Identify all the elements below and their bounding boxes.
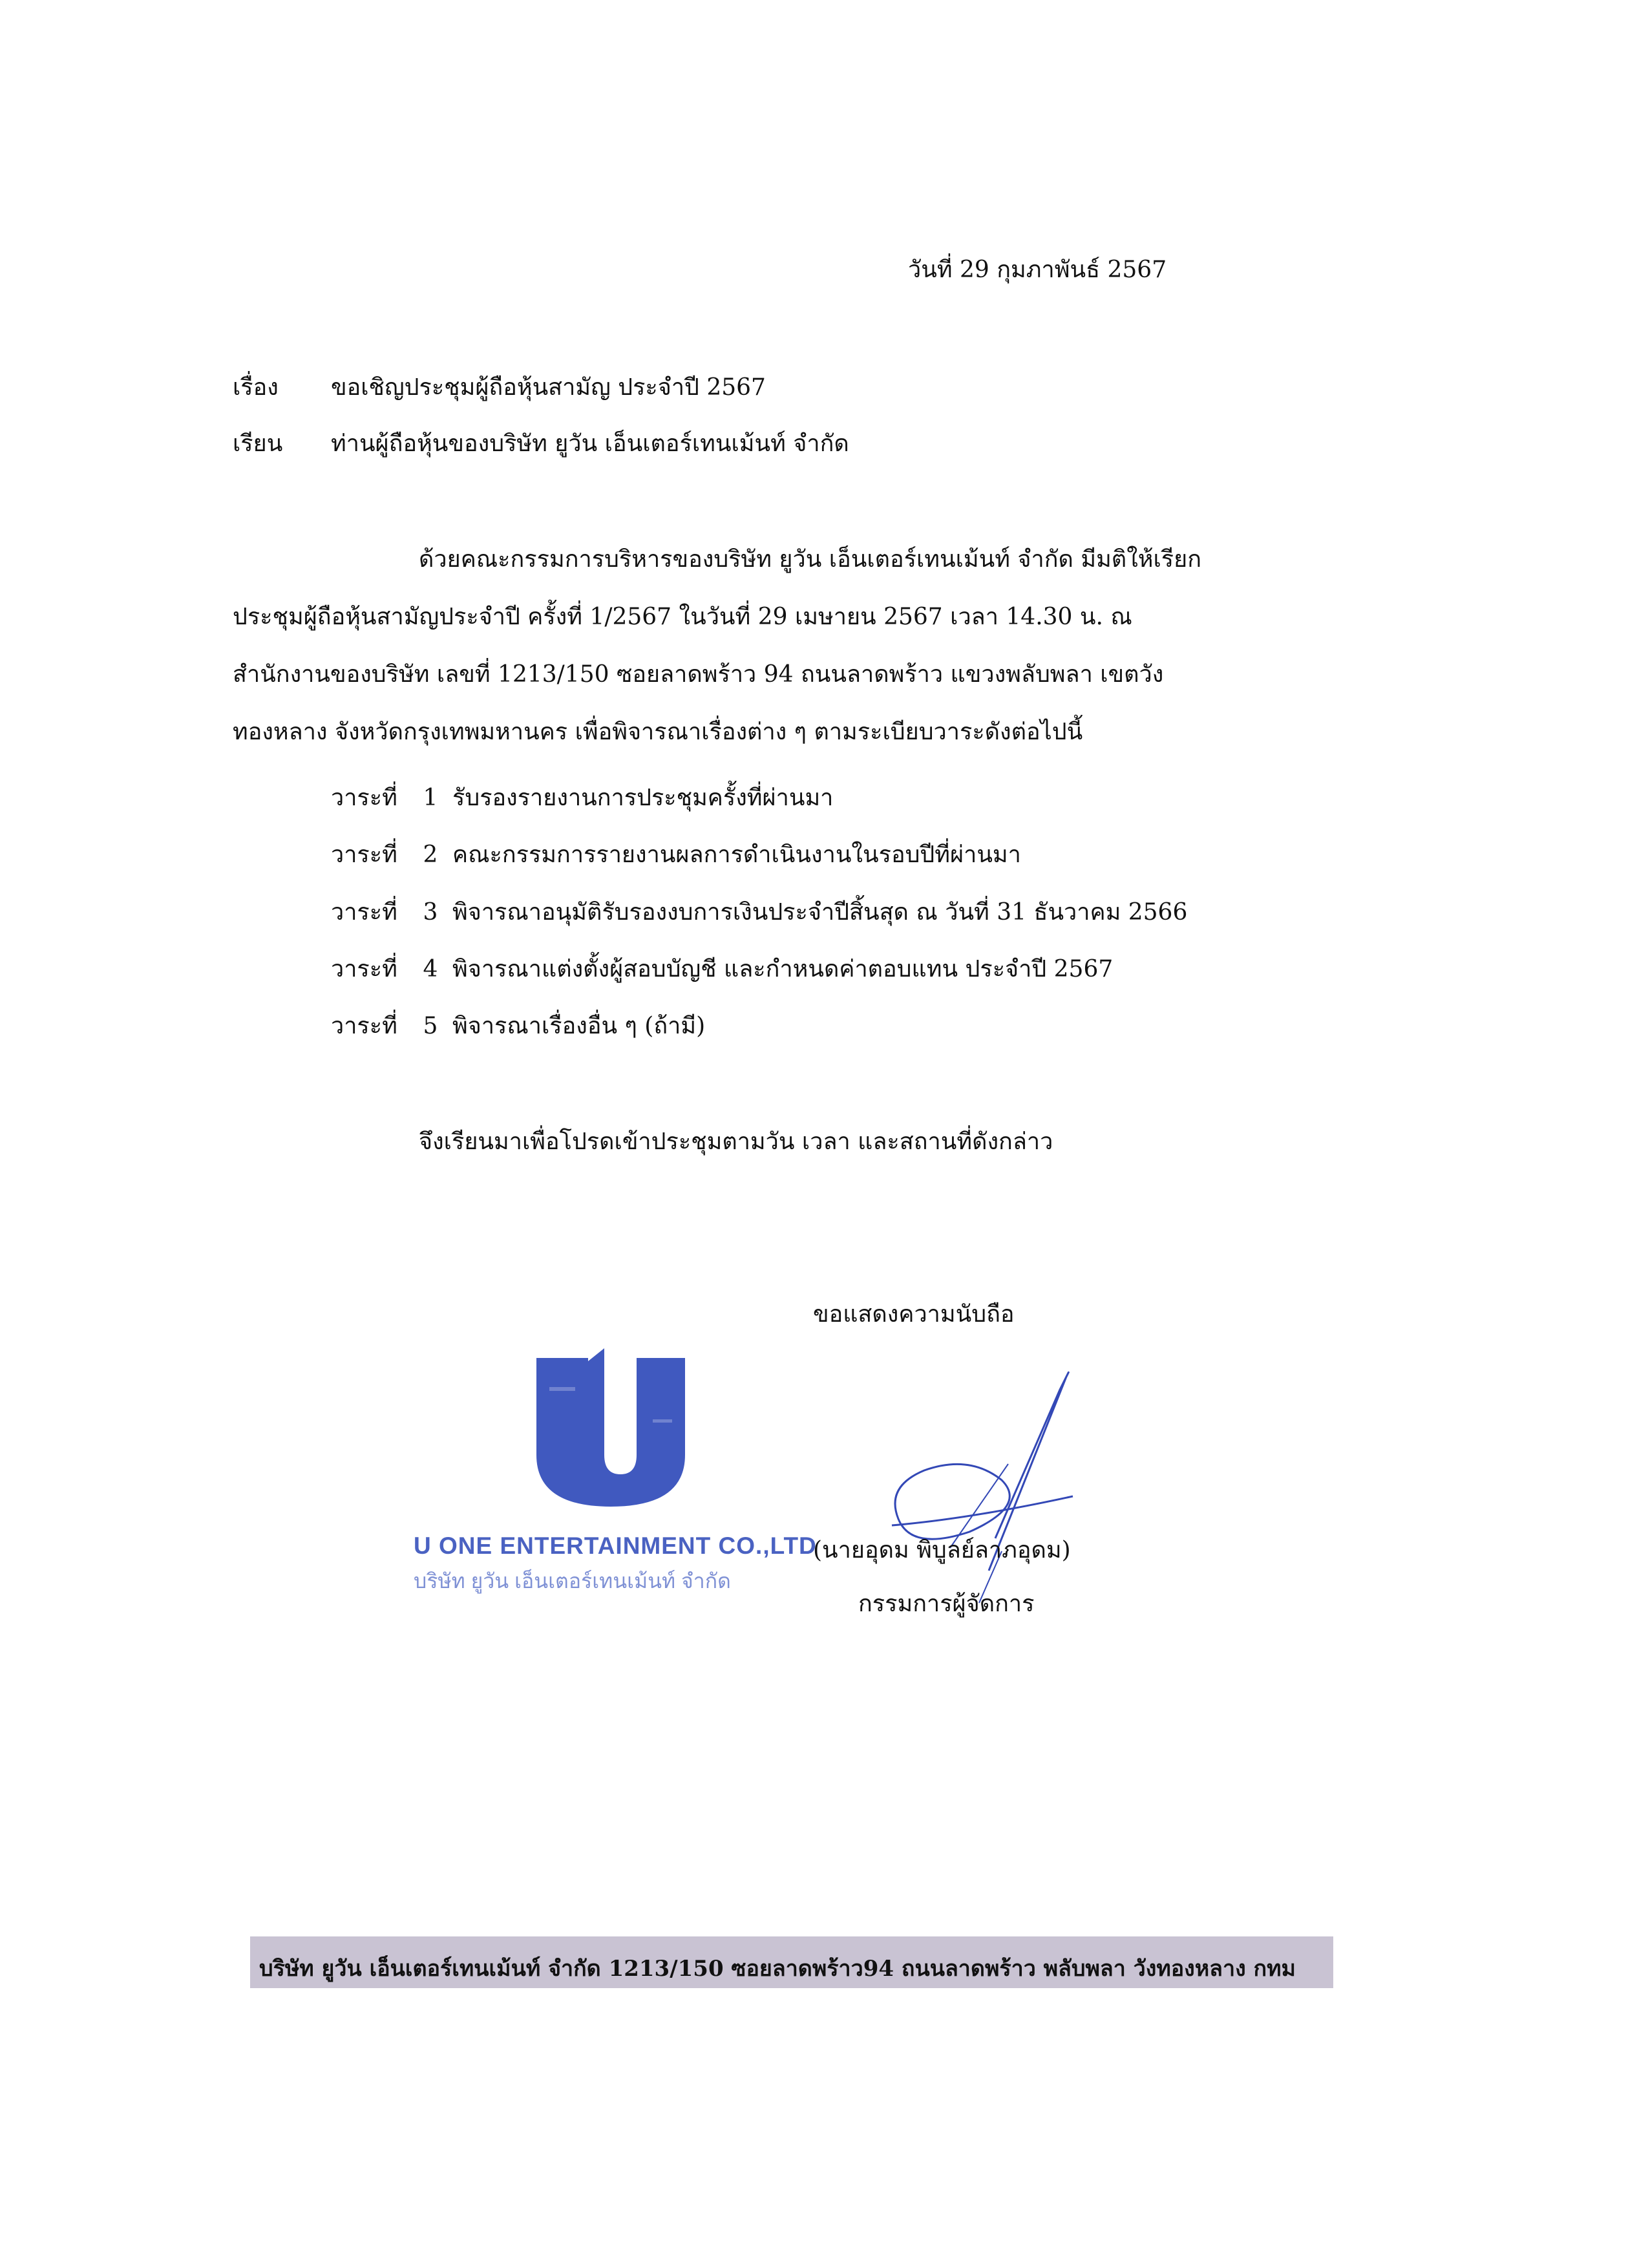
agenda-label: วาระที่ (331, 1013, 397, 1039)
stamp-english-name: U ONE ENTERTAINMENT CO.,LTD (414, 1532, 817, 1559)
recipient-label: เรียน (233, 430, 283, 457)
agenda-label: วาระที่ (331, 899, 397, 926)
body-line: ทองหลาง จังหวัดกรุงเทพมหานคร เพื่อพิจารณาเรื่องต่าง ๆ ตามระเบียบวาระดังต่อไปนี้ (233, 719, 1083, 745)
subject-label: เรื่อง (233, 374, 279, 401)
footer-address-bar (250, 1936, 1333, 1988)
agenda-label: วาระที่ (331, 785, 397, 811)
agenda-item-text: คณะกรรมการรายงานผลการดำเนินงานในรอบปีที่ผ่านมา (452, 842, 1021, 868)
agenda-number: 3 (423, 899, 438, 926)
agenda-number: 1 (423, 785, 438, 811)
agenda-number: 2 (423, 842, 438, 868)
body-line: ด้วยคณะกรรมการบริหารของบริษัท ยูวัน เอ็นเตอร์เทนเม้นท์ จำกัด มีมติให้เรียก (419, 546, 1202, 573)
agenda-number: 4 (423, 956, 438, 982)
agenda-item-text: รับรองรายงานการประชุมครั้งที่ผ่านมา (452, 785, 834, 811)
agenda-label: วาระที่ (331, 842, 397, 868)
agenda-label: วาระที่ (331, 956, 397, 982)
subject-text: ขอเชิญประชุมผู้ถือหุ้นสามัญ ประจำปี 2567 (331, 374, 766, 401)
u-one-logo-icon (530, 1348, 692, 1510)
agenda-item-text: พิจารณาอนุมัติรับรองงบการเงินประจำปีสิ้นสุด ณ วันที่ 31 ธันวาคม 2566 (452, 899, 1188, 926)
closing-sentence: จึงเรียนมาเพื่อโปรดเข้าประชุมตามวัน เวลา และสถานที่ดังกล่าว (419, 1129, 1053, 1155)
body-line: ประชุมผู้ถือหุ้นสามัญประจำปี ครั้งที่ 1/2567 ในวันที่ 29 เมษายน 2567 เวลา 14.30 น. ณ (233, 604, 1132, 630)
signer-title: กรรมการผู้จัดการ (858, 1591, 1035, 1617)
regards-text: ขอแสดงความนับถือ (813, 1301, 1015, 1328)
signer-name: (นายอุดม พิบูลย์ลาภอุดม) (813, 1537, 1071, 1563)
agenda-item-text: พิจารณาเรื่องอื่น ๆ (ถ้ามี) (452, 1013, 706, 1039)
agenda-number: 5 (423, 1013, 438, 1039)
stamp-thai-name: บริษัท ยูวัน เอ็นเตอร์เทนเม้นท์ จำกัด (414, 1569, 731, 1593)
agenda-item-text: พิจารณาแต่งตั้งผู้สอบบัญชี และกำหนดค่าตอบแทน ประจำปี 2567 (452, 956, 1114, 982)
recipient-text: ท่านผู้ถือหุ้นของบริษัท ยูวัน เอ็นเตอร์เทนเม้นท์ จำกัด (331, 430, 849, 457)
footer-address-text: บริษัท ยูวัน เอ็นเตอร์เทนเม้นท์ จำกัด 1213/150 ซอยลาดพร้าว94 ถนนลาดพร้าว พลับพลา วังทองหลาง กทม (259, 1956, 1296, 1982)
company-stamp (414, 1348, 817, 1607)
letter-date: วันที่ 29 กุมภาพันธ์ 2567 (908, 257, 1167, 283)
body-line: สำนักงานของบริษัท เลขที่ 1213/150 ซอยลาดพร้าว 94 ถนนลาดพร้าว แขวงพลับพลา เขตวัง (233, 661, 1164, 688)
handwritten-signature (872, 1357, 1092, 1616)
